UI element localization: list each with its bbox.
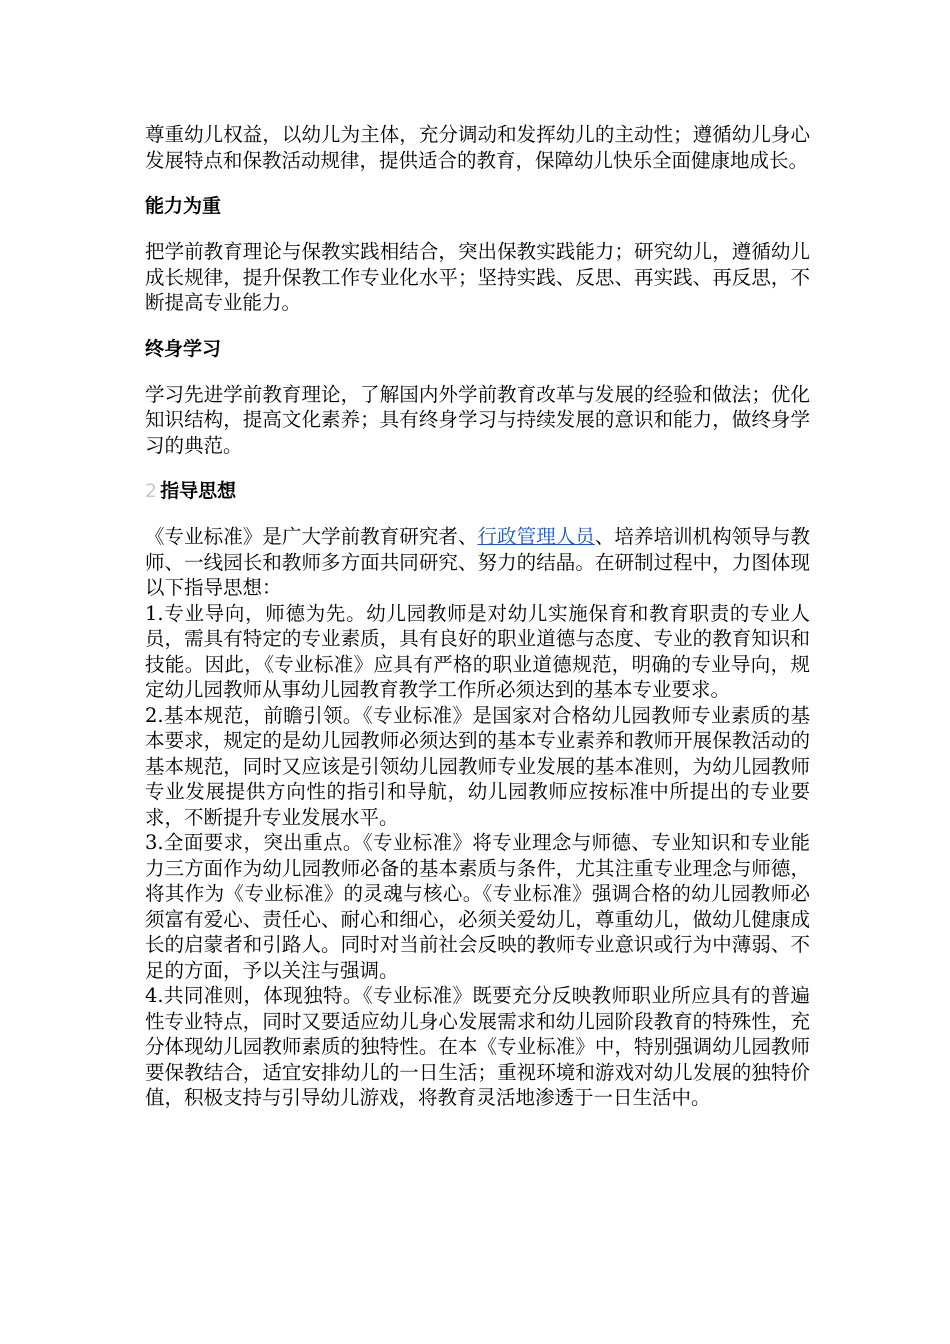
- guiding-intro: [145, 524, 810, 601]
- guiding-item-2: 2.基本规范，前瞻引领。《专业标准》是国家对合格幼儿园教师专业素质的基本要求，规定的是幼儿园教师必须达到的基本专业素养和教师开展保教活动的基本规范，同时又应该是引领幼儿园教师专业发展的基本准则，为幼儿园教师专业发展提供方向性的指引和导航，幼儿园教师应按标准中所提出的专业要求，不断提升专业发展水平。: [145, 703, 810, 829]
- section-body-ability: 把学前教育理论与保教实践相结合，突出保教实践能力；研究幼儿，遵循幼儿成长规律，提升保教工作专业化水平；坚持实践、反思、再实践、再反思，不断提高专业能力。: [145, 240, 810, 314]
- admin-staff-link[interactable]: 行政管理人员: [477, 525, 595, 548]
- section-heading-ability: 能力为重: [145, 195, 222, 217]
- guiding-item-1: 1.专业导向，师德为先。幼儿园教师是对幼儿实施保育和教育职责的专业人员，需具有特定的专业素质，具有良好的职业道德与态度、专业的教育知识和技能。因此，《专业标准》应具有严格的职业道德规范，明确的专业导向，规定幼儿园教师从事幼儿园教育教学工作所必须达到的基本专业要求。: [145, 601, 810, 701]
- heading-number: 2: [145, 480, 158, 502]
- guiding-item-3: 3.全面要求，突出重点。《专业标准》将专业理念与师德、专业知识和专业能力三方面作为幼儿园教师必备的基本素质与条件，尤其注重专业理念与师德，将其作为《专业标准》的灵魂与核心。《专业标准》强调合格的幼儿园教师必须富有爱心、责任心、耐心和细心，必须关爱幼儿，尊重幼儿，做幼儿健康成长的启蒙者和引路人。同时对当前社会反映的教师专业意识或行为中薄弱、不足的方面，予以关注与强调。: [145, 831, 810, 982]
- guiding-item-4: 4.共同准则，体现独特。《专业标准》既要充分反映教师职业所应具有的普遍性专业特点，同时又要适应幼儿身心发展需求和幼儿园阶段教育的特殊性，充分体现幼儿园教师素质的独特性。在本《专业标准》中，特别强调幼儿园教师要保教结合，适宜安排幼儿的一日生活；重视环境和游戏对幼儿发展的独特价值，积极支持与引导幼儿游戏，将教育灵活地渗透于一日生活中。: [145, 984, 810, 1109]
- section-heading-lifelong-learning: 终身学习: [145, 337, 222, 360]
- section-body-lifelong-learning: 学习先进学前教育理论，了解国内外学前教育改革与发展的经验和做法；优化知识结构，提高文化素养；具有终身学习与持续发展的意识和能力，做终身学习的典范。: [145, 382, 810, 457]
- guiding-intro-start: 《专业标准》是广大学前教育研究者、: [145, 525, 478, 548]
- intro-paragraph: 尊重幼儿权益，以幼儿为主体，充分调动和发挥幼儿的主动性；遵循幼儿身心发展特点和保教活动规律，提供适合的教育，保障幼儿快乐全面健康地成长。: [145, 123, 810, 172]
- section-heading-guiding-ideology: [145, 478, 810, 504]
- guiding-intro-end: 、培养培训机构领导与教师、一线园长和教师多方面共同研究、努力的结晶。在研制过程中，力图体现以下指导思想：: [145, 525, 810, 599]
- heading-text: 指导思想: [160, 480, 237, 502]
- document-page: [145, 122, 810, 1111]
